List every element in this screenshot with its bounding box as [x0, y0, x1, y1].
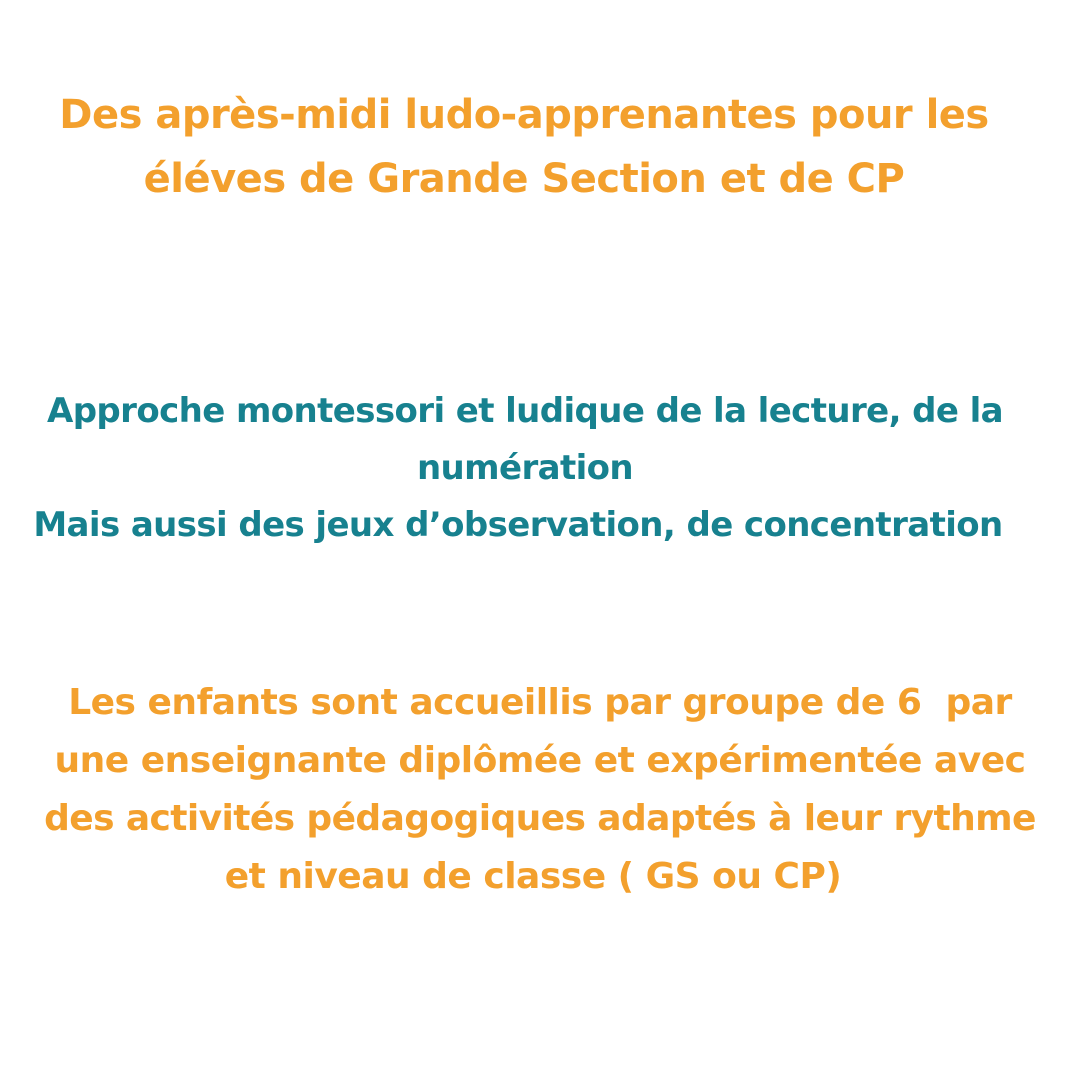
intro-title-line-1: Des après-midi ludo-apprenantes pour les: [59, 92, 989, 138]
approach-line-3: Mais aussi des jeux d’observation, de concentration: [33, 505, 1003, 545]
details-line-2: une enseignante diplômée et expérimentée avec: [54, 740, 1026, 781]
approach-line-2: numération: [416, 448, 634, 488]
details-line-1: Les enfants sont accueillis par groupe de 6 par: [68, 682, 1012, 723]
details-line-4: et niveau de classe ( GS ou CP): [224, 856, 842, 897]
approach-line-1: Approche montessori et ludique de la lecture, de la: [46, 391, 1003, 431]
details-line-3: des activités pédagogiques adaptés à leur rythme: [44, 798, 1036, 839]
intro-title-line-2: éléves de Grande Section et de CP: [143, 156, 905, 202]
